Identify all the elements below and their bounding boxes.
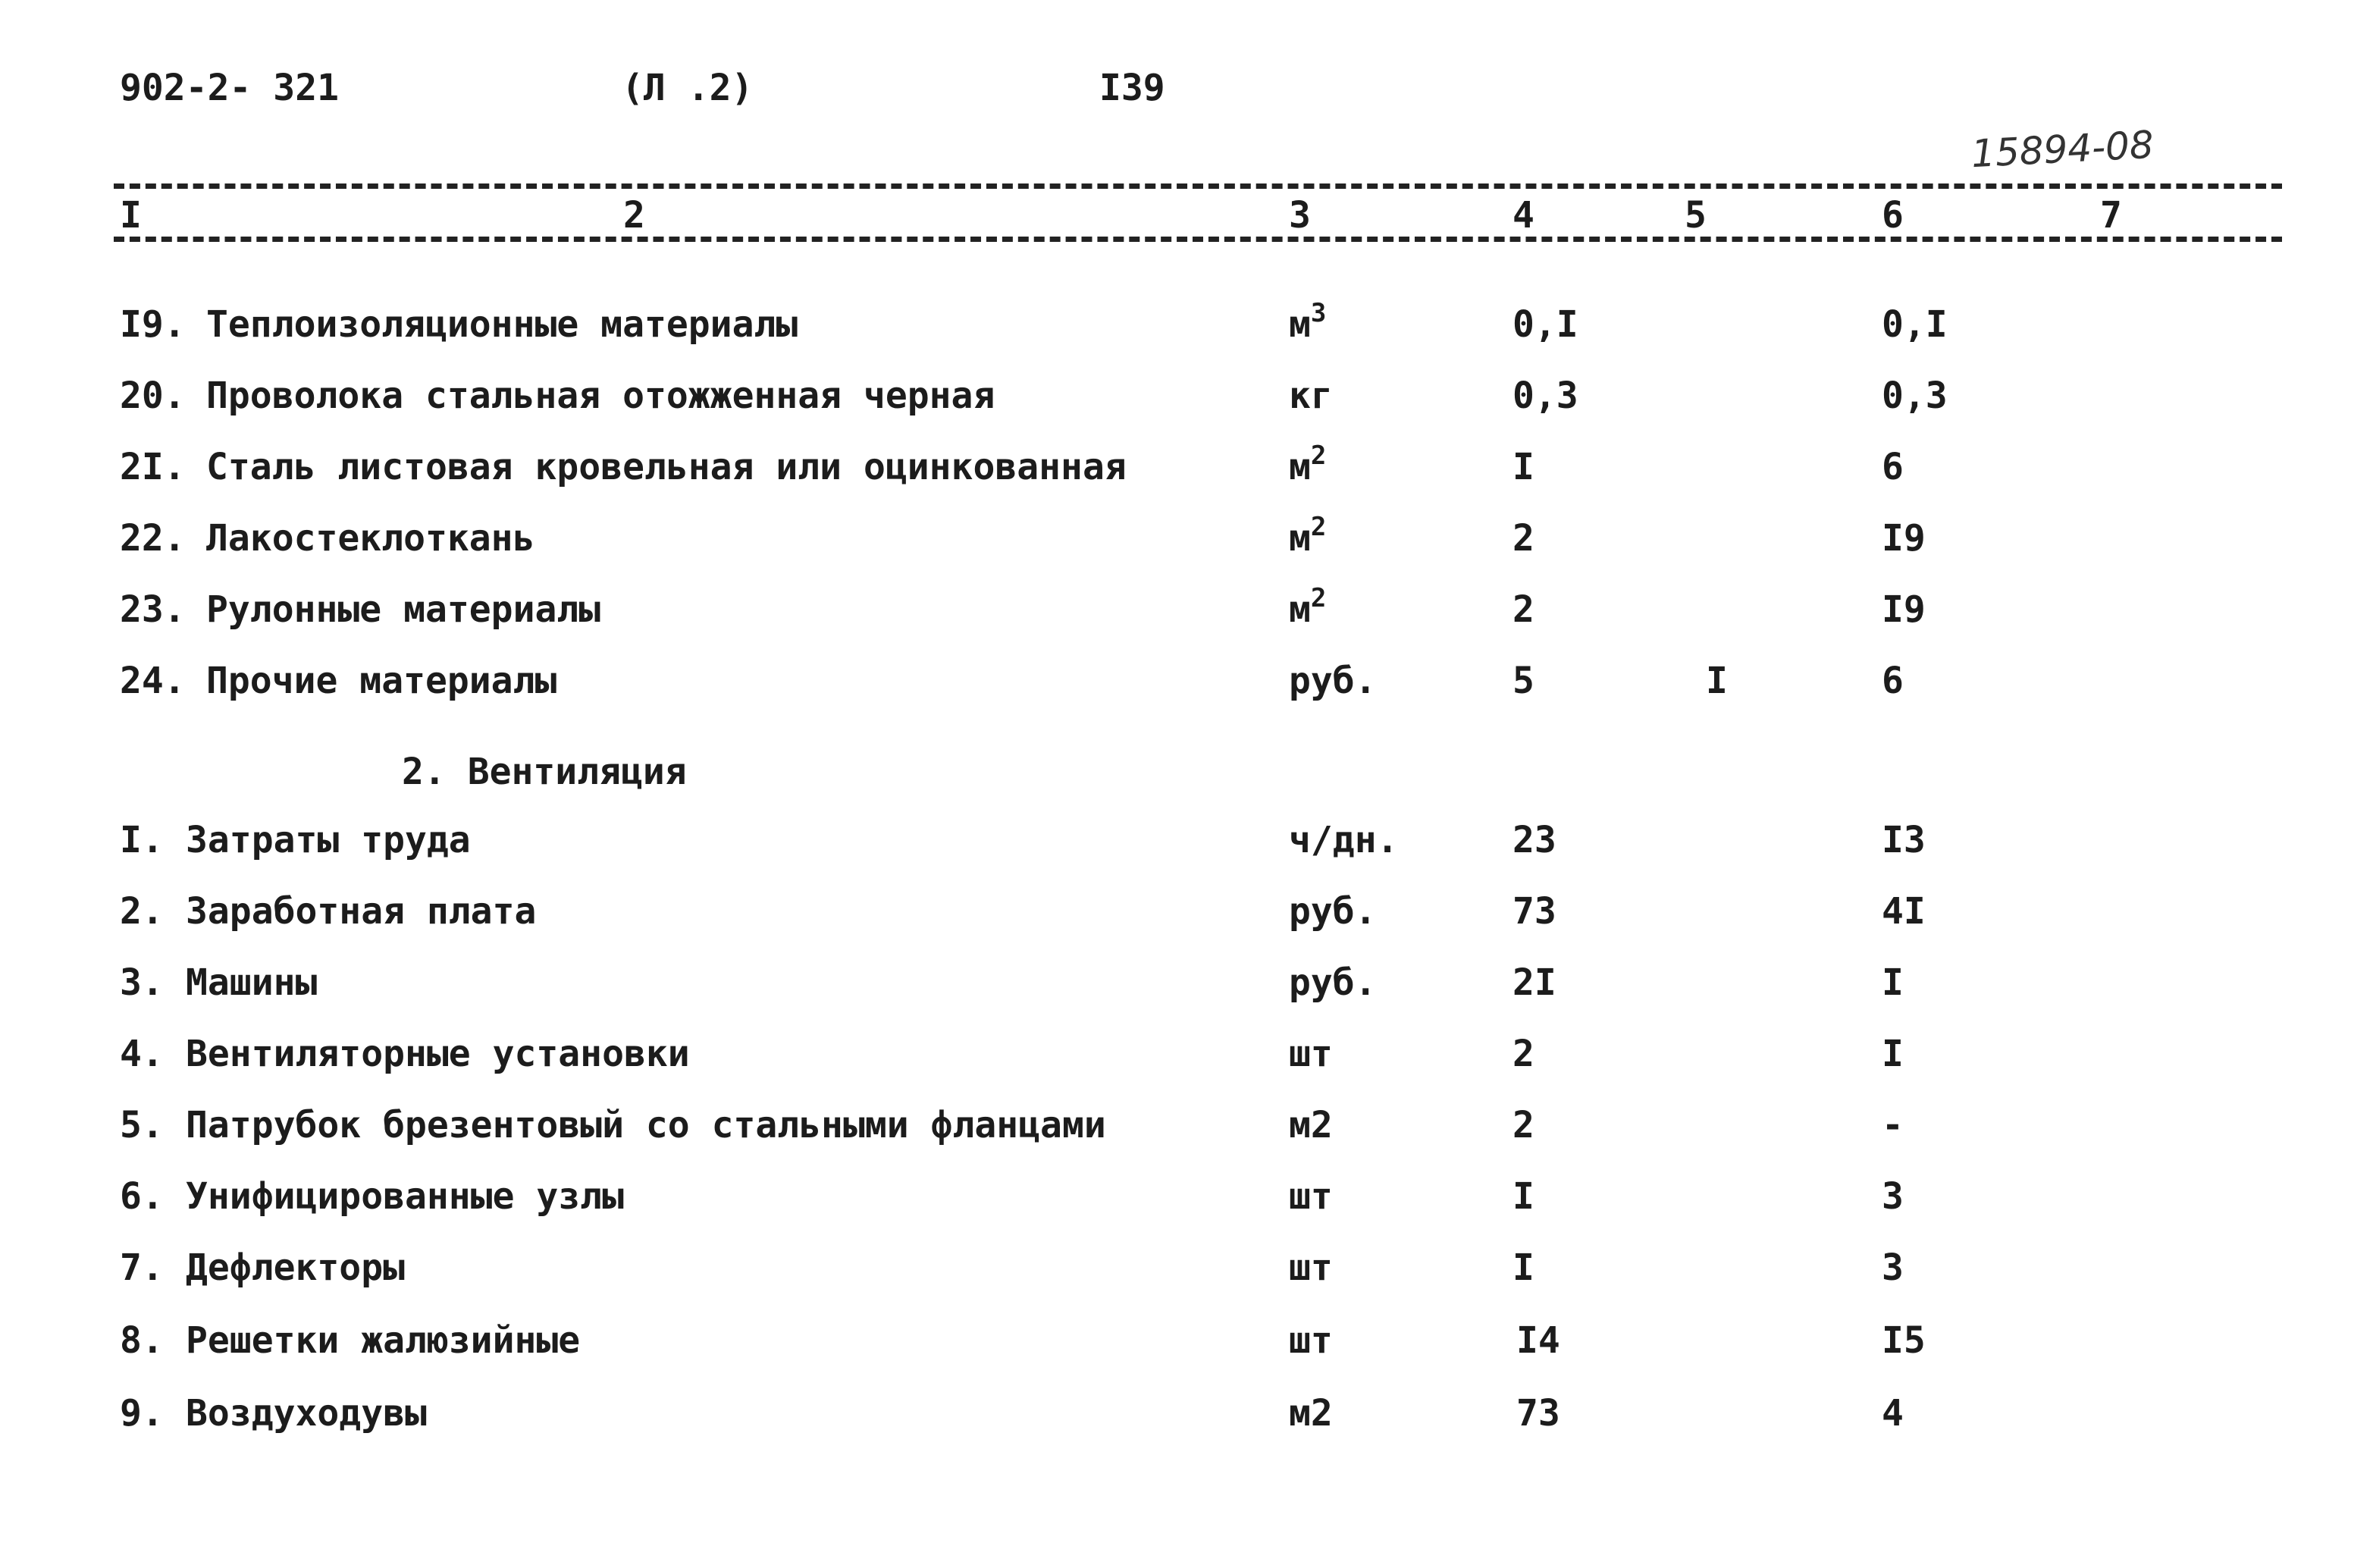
- column-number-1: I: [120, 194, 142, 237]
- dashed-rule-top: [114, 183, 2282, 189]
- row-number: 5.: [120, 1104, 164, 1146]
- table-row: [0, 810, 2373, 870]
- row-col6: 0,3: [1882, 375, 1948, 417]
- row-col6: 0,I: [1882, 303, 1948, 346]
- row-number: 22.: [120, 517, 186, 560]
- row-number: I.: [120, 819, 164, 861]
- row-col6: I9: [1882, 588, 1926, 631]
- row-col4: 2: [1513, 588, 1534, 631]
- row-col5: I: [1706, 660, 1728, 702]
- row-unit: шт: [1289, 1247, 1333, 1289]
- row-number: 3.: [120, 961, 164, 1004]
- row-number: 8.: [120, 1319, 164, 1362]
- row-col4: 0,3: [1513, 375, 1578, 417]
- row-name: Воздуходувы: [186, 1392, 427, 1435]
- row-col6: 4: [1882, 1392, 1904, 1435]
- table-row: [0, 294, 2373, 355]
- row-col6: I: [1882, 961, 1904, 1004]
- row-name: Затраты труда: [186, 819, 471, 861]
- row-name: Теплоизоляционные материалы: [206, 303, 798, 346]
- row-col4: 0,I: [1513, 303, 1578, 346]
- row-col6: I3: [1882, 819, 1926, 861]
- row-col6: I: [1882, 1033, 1904, 1075]
- column-number-5: 5: [1685, 194, 1707, 237]
- sheet-label: (Л .2): [622, 67, 754, 109]
- row-col4: 2: [1513, 517, 1534, 560]
- row-unit: м2: [1289, 1104, 1333, 1146]
- column-number-3: 3: [1289, 194, 1311, 237]
- row-number: 7.: [120, 1247, 164, 1289]
- page-number: I39: [1099, 67, 1165, 109]
- row-col4: 2: [1513, 1033, 1534, 1075]
- row-name: Сталь листовая кровельная или оцинкованная: [206, 446, 1127, 488]
- table-row: [0, 1310, 2373, 1371]
- row-unit: руб.: [1289, 890, 1377, 933]
- row-unit: руб.: [1289, 660, 1377, 702]
- row-col4: 5: [1513, 660, 1534, 702]
- column-number-4: 4: [1513, 194, 1534, 237]
- table-row: [0, 881, 2373, 942]
- row-unit: шт: [1289, 1033, 1333, 1075]
- row-col4: 23: [1513, 819, 1556, 861]
- row-col4: I: [1513, 1247, 1534, 1289]
- row-col4: I4: [1516, 1319, 1560, 1362]
- doc-code: 902-2- 321: [120, 67, 339, 109]
- dashed-rule-bottom: [114, 237, 2282, 242]
- table-row: [0, 579, 2373, 640]
- table-row: [0, 508, 2373, 569]
- row-number: I9.: [120, 303, 186, 346]
- row-number: 2I.: [120, 446, 186, 488]
- row-col4: 2I: [1513, 961, 1556, 1004]
- row-name: Вентиляторные установки: [186, 1033, 690, 1075]
- row-col4: 73: [1513, 890, 1556, 933]
- table-row: [0, 437, 2373, 497]
- row-name: Машины: [186, 961, 318, 1004]
- row-name: Лакостеклоткань: [206, 517, 535, 560]
- row-col4: 2: [1513, 1104, 1534, 1146]
- row-unit: ч/дн.: [1289, 819, 1399, 861]
- row-number: 24.: [120, 660, 186, 702]
- table-row: [0, 651, 2373, 711]
- column-number-7: 7: [2100, 194, 2122, 237]
- table-row: [0, 1383, 2373, 1444]
- section-title: 2. Вентиляция: [402, 751, 687, 793]
- table-row: [0, 1237, 2373, 1298]
- row-col6: 3: [1882, 1175, 1904, 1218]
- row-col4: I: [1513, 1175, 1534, 1218]
- row-col6: 6: [1882, 446, 1904, 488]
- row-unit: $м^2$: [1289, 583, 1327, 631]
- row-name: Проволока стальная отожженная черная: [206, 375, 995, 417]
- row-name: Заработная плата: [186, 890, 537, 933]
- row-col4: I: [1513, 446, 1534, 488]
- row-name: Решетки жалюзийные: [186, 1319, 581, 1362]
- row-unit: руб.: [1289, 961, 1377, 1004]
- row-unit: $м^3$: [1289, 298, 1327, 346]
- row-number: 20.: [120, 375, 186, 417]
- row-unit: кг: [1289, 375, 1333, 417]
- table-row: [0, 952, 2373, 1013]
- row-col6: 3: [1882, 1247, 1904, 1289]
- row-name: Патрубок брезентовый со стальными фланцами: [186, 1104, 1106, 1146]
- table-row: [0, 365, 2373, 426]
- row-col6: 4I: [1882, 890, 1926, 933]
- row-unit: шт: [1289, 1175, 1333, 1218]
- row-col6: -: [1882, 1104, 1904, 1146]
- row-col6: I9: [1882, 517, 1926, 560]
- row-number: 9.: [120, 1392, 164, 1435]
- column-number-2: 2: [623, 194, 645, 237]
- row-number: 4.: [120, 1033, 164, 1075]
- row-name: Рулонные материалы: [206, 588, 601, 631]
- handwritten-note: 15894-08: [1970, 122, 2155, 177]
- table-row: [0, 1166, 2373, 1227]
- column-number-6: 6: [1882, 194, 1904, 237]
- table-row: [0, 1024, 2373, 1084]
- row-name: Прочие материалы: [206, 660, 557, 702]
- row-col6: 6: [1882, 660, 1904, 702]
- table-row: [0, 1095, 2373, 1156]
- row-number: 23.: [120, 588, 186, 631]
- row-unit: $м^2$: [1289, 441, 1327, 488]
- row-unit: м2: [1289, 1392, 1333, 1435]
- row-unit: $м^2$: [1289, 512, 1327, 560]
- row-col6: I5: [1882, 1319, 1926, 1362]
- row-col4: 73: [1516, 1392, 1560, 1435]
- row-name: Унифицированные узлы: [186, 1175, 624, 1218]
- row-name: Дефлекторы: [186, 1247, 405, 1289]
- row-number: 2.: [120, 890, 164, 933]
- row-unit: шт: [1289, 1319, 1333, 1362]
- row-number: 6.: [120, 1175, 164, 1218]
